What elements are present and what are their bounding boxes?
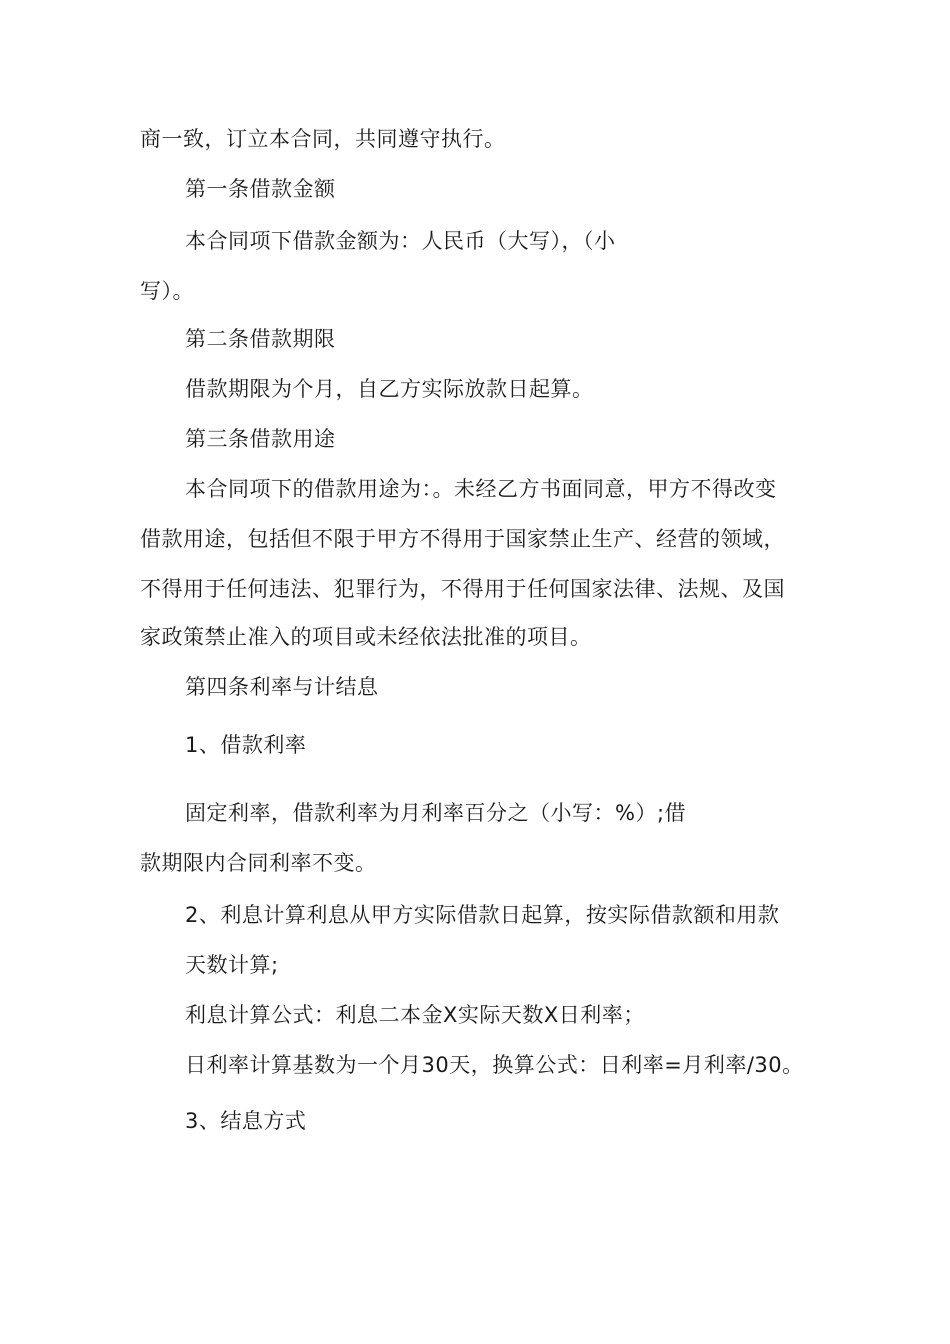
text-line-interest-formula: 利息计算公式：利息二本金X实际天数X日利率； (185, 1003, 645, 1027)
text-line-loan-purpose-cont-1: 借款用途，包括但不限于甲方不得用于国家禁止生产、经营的领域， (140, 527, 785, 551)
subheading-interest-rate: 1、借款利率 (185, 733, 307, 757)
subheading-interest-calculation: 2、利息计算利息从甲方实际借款日起算，按实际借款额和用款 (185, 903, 780, 927)
heading-article-3: 第三条借款用途 (185, 427, 336, 451)
text-line-fixed-rate-cont: 款期限内合同利率不变。 (140, 851, 377, 875)
heading-article-2: 第二条借款期限 (185, 327, 336, 351)
heading-article-1: 第一条借款金额 (185, 177, 336, 201)
heading-article-4: 第四条利率与计结息 (185, 675, 379, 699)
text-line-loan-purpose: 本合同项下的借款用途为：。未经乙方书面同意，甲方不得改变 (185, 477, 777, 501)
text-line-continuation: 商一致，订立本合同，共同遵守执行。 (140, 127, 506, 151)
text-line-loan-term: 借款期限为个月，自乙方实际放款日起算。 (185, 377, 594, 401)
text-line-loan-purpose-cont-3: 家政策禁止准入的项目或未经依法批准的项目。 (140, 625, 592, 649)
text-line-daily-rate-formula: 日利率计算基数为一个月30天，换算公式：日利率=月利率/30。 (185, 1053, 804, 1077)
text-line-fixed-rate: 固定利率，借款利率为月利率百分之（小写：%）;借 (185, 801, 687, 825)
text-line-loan-purpose-cont-2: 不得用于任何违法、犯罪行为，不得用于任何国家法律、法规、及国 (140, 577, 785, 601)
text-line-loan-amount-cont: 写）。 (140, 279, 194, 303)
text-line-loan-amount: 本合同项下借款金额为：人民币（大写），（小 (185, 229, 616, 253)
text-line-interest-calculation-cont: 天数计算; (185, 953, 279, 977)
subheading-settlement-method: 3、结息方式 (185, 1109, 307, 1133)
